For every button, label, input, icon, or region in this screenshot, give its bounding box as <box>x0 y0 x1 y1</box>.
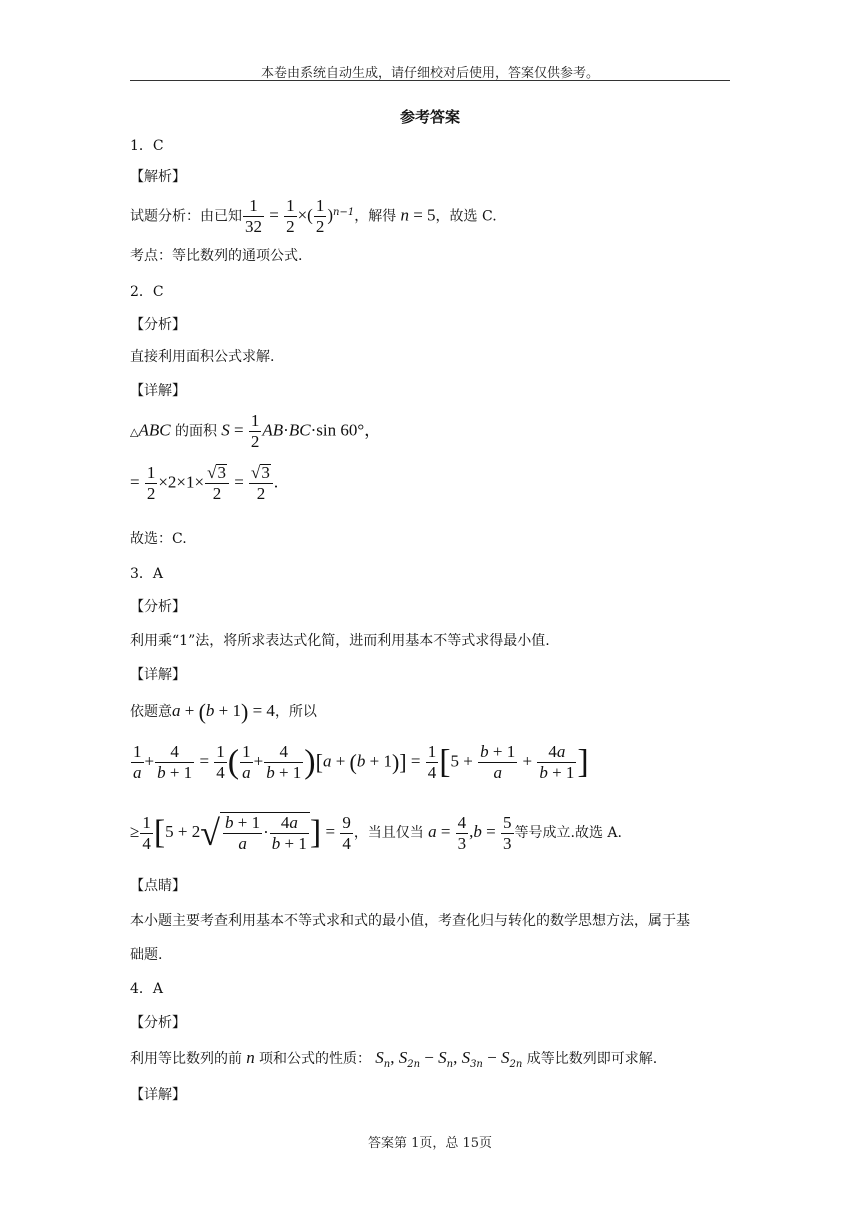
header-notice: 本卷由系统自动生成，请仔细校对后使用，答案仅供参考。 <box>260 66 599 81</box>
q3-label: 3．A <box>130 566 164 582</box>
q3-section-comment: 【点睛】 <box>130 878 186 894</box>
fraction: $\frac{1}{a}$ <box>133 742 142 782</box>
q4-section-analysis: 【分析】 <box>130 1015 186 1031</box>
q1-analysis-suffix: ，故选 C. <box>435 208 497 225</box>
q1-analysis-mid: ，解得 <box>354 208 397 225</box>
q4-section-detail: 【详解】 <box>130 1087 186 1103</box>
fraction: $\frac{√3}{2}$ <box>249 463 273 504</box>
q3-analysis: 利用乘“1”法，将所求表达式化简，进而利用基本不等式求得最小值. <box>130 633 550 649</box>
q4-label: 4．A <box>130 981 164 997</box>
q1-analysis-prefix: 试题分析：由已知 <box>130 208 242 225</box>
fraction: $\frac{b + 1}{a}$ <box>225 813 261 853</box>
fraction: $\frac{4a}{b + 1}$ <box>539 742 575 782</box>
q2-detail-area-text: 的面积 <box>175 423 218 440</box>
fraction: $\frac{1}{2}$ <box>250 411 260 451</box>
q3-detail-suffix: ，所以 <box>274 704 317 720</box>
fraction: $\frac{1}{4}$ <box>216 742 225 782</box>
fraction: $\frac{1}{2}$ <box>146 463 156 503</box>
q2-section-detail: 【详解】 <box>130 383 186 399</box>
q3-detail-line2: $\frac{1}{a}$ + $\frac{4}{b + 1}$ = $\frac{1}{4}$ ( $\frac{1}{a}$ + $\frac{4}{b + 1}$ )[a + (b + 1)] = $\frac{1}{4}$ [5 + $\frac{b + 1}{a}$ + $\frac{4a}{b + 1}$ ] <box>133 742 589 782</box>
fraction: $\frac{1}{2}$ <box>315 196 325 236</box>
q2-detail-line1: △ABC 的面积 S = $\frac{1}{2}$ AB·BC·sin 60°， <box>130 411 382 451</box>
fraction: $\frac{9}{4}$ <box>342 812 351 853</box>
fraction: $\frac{1}{a}$ <box>242 742 251 782</box>
fraction: $\frac{1}{4}$ <box>427 742 437 782</box>
q4-analysis-suffix: 成等比数列即可求解. <box>526 1051 658 1067</box>
q4-analysis: 利用等比数列的前 n 项和公式的性质： $S_n$, $S_{2n} - S_n$, $S_{3n} - S_{2n}$ 成等比数列即可求解. <box>130 1048 658 1070</box>
fraction: $\frac{5}{3}$ <box>503 812 512 853</box>
q3-comment-line2: 础题. <box>130 947 163 963</box>
fraction: $\frac{4a}{b + 1}$ <box>271 813 307 853</box>
q4-analysis-prefix: 利用等比数列的前 <box>130 1051 242 1067</box>
fraction: $\frac{√3}{2}$ <box>205 463 229 504</box>
sqrt: √ $\frac{b + 1}{a}$ · $\frac{4a}{b + 1}$ <box>200 812 310 854</box>
q3-comment-line1: 本小题主要考查利用基本不等式求和式的最小值，考查化归与转化的数学思想方法，属于基 <box>130 913 690 929</box>
page-footer: 答案第 1页，总 15页 <box>367 1136 493 1151</box>
fraction: $\frac{4}{b + 1}$ <box>266 742 302 782</box>
q4-analysis-mid: 项和公式的性质： <box>259 1051 371 1067</box>
q1-label: 1．C <box>130 138 164 154</box>
q2-detail-line2: = $\frac{1}{2}$ ×2×1× $\frac{√3}{2}$ = $\frac{√3}{2}$ . <box>130 463 279 503</box>
q1-section-analysis: 【解析】 <box>130 169 186 185</box>
q2-answer: 故选：C. <box>130 531 187 547</box>
header-divider <box>130 80 730 81</box>
q3-section-analysis: 【分析】 <box>130 599 186 615</box>
q3-equality-suffix: 等号成立.故选 A. <box>514 825 622 841</box>
q3-detail-line1: 依题意a + (b + 1) = 4，所以 <box>130 699 317 724</box>
fraction: $\frac{4}{b + 1}$ <box>157 742 193 782</box>
q3-detail-line3: ≥ $\frac{1}{4}$ [5 + 2√ $\frac{b + 1}{a}$ · $\frac{4a}{b + 1}$ ] = $\frac{9}{4}$ ，当且仅当 a = $\frac{4}{3}$ ,b = $\frac{5}{3}$ 等号成立.故选 A. <box>130 812 622 853</box>
q2-section-analysis: 【分析】 <box>130 317 186 333</box>
q1-analysis: 试题分析：由已知 $\frac{1}{32}$ = $\frac{1}{2}$ ×( $\frac{1}{2}$ )$^{n-1}$，解得 n = 5，故选 C. <box>130 196 497 236</box>
fraction: $\frac{b + 1}{a}$ <box>480 742 516 782</box>
q2-analysis: 直接利用面积公式求解. <box>130 349 275 365</box>
fraction: $\frac{4}{3}$ <box>457 812 467 853</box>
q1-point: 考点：等比数列的通项公式. <box>130 248 303 264</box>
page-title: 参考答案 <box>399 108 460 126</box>
q2-label: 2．C <box>130 284 164 300</box>
q3-equality-text: ，当且仅当 <box>353 825 424 841</box>
q3-section-detail: 【详解】 <box>130 667 186 683</box>
q3-detail-prefix: 依题意 <box>130 704 172 720</box>
fraction: $\frac{1}{4}$ <box>142 812 151 853</box>
fraction: $\frac{1}{2}$ <box>286 196 295 236</box>
fraction: $\frac{1}{32}$ <box>245 196 262 236</box>
